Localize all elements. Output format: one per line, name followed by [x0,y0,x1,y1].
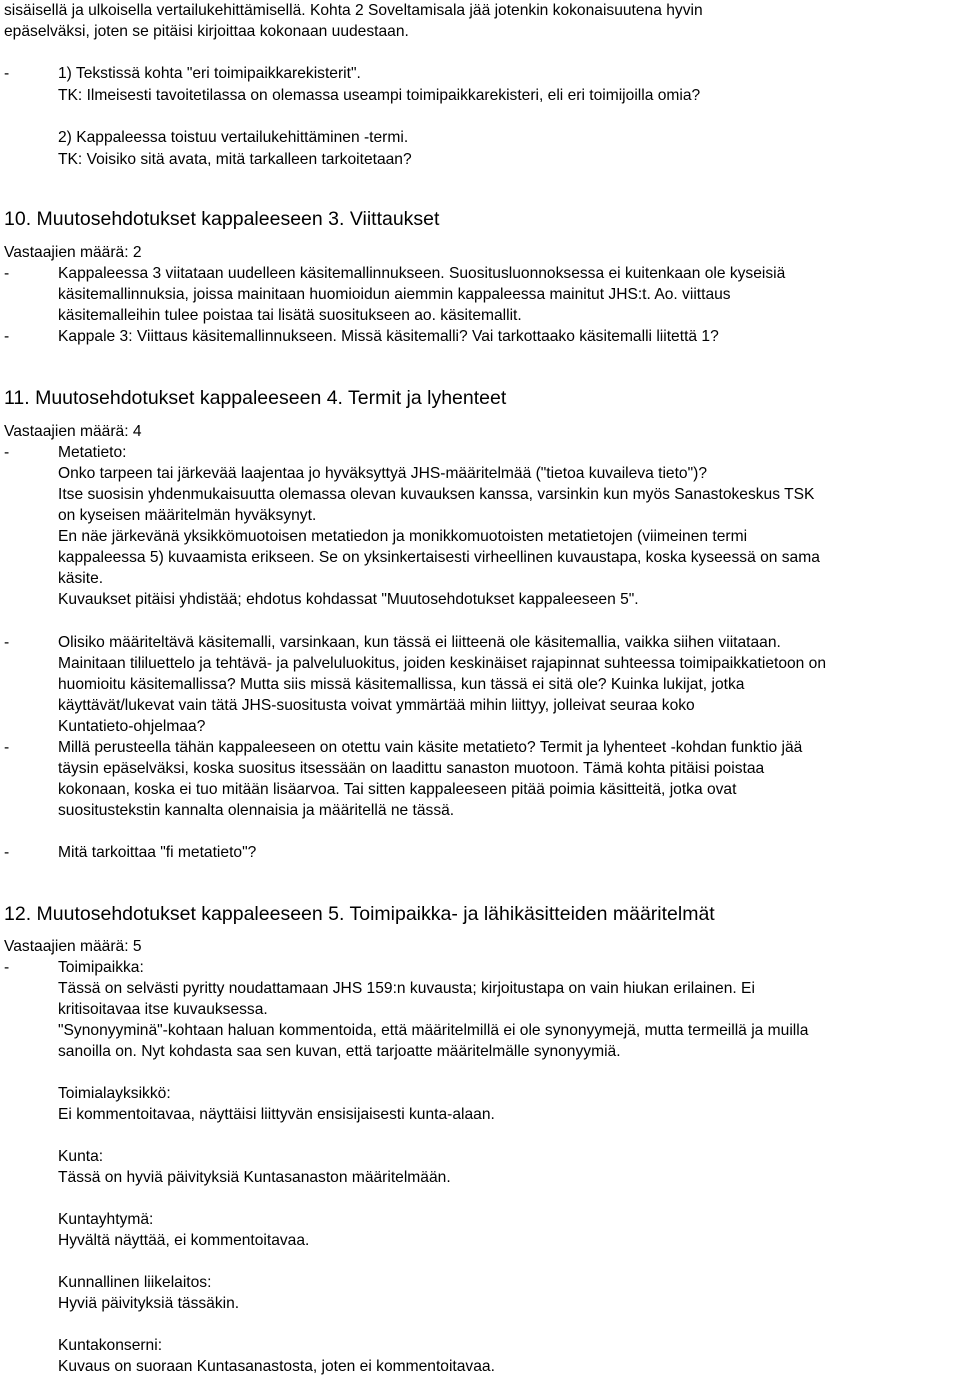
list-item-line: Kuvaukset pitäisi yhdistää; ehdotus kohdassat "Muutosehdotukset kappaleeseen 5". [58,591,639,608]
term-comment: Tässä on hyviä päivityksiä Kuntasanaston määritelmään. [58,1169,451,1186]
list-item-line: "Synonyyminä"-kohtaan haluan kommentoida, että määritelmillä ei ole synonyymejä, mutta termeillä ja muilla [58,1022,809,1039]
bullet-dash: - [4,844,10,861]
list-item-line: Kappaleessa 3 viitataan uudelleen käsitemallinnukseen. Suositusluonnoksessa ei kuitenkaan ole kyseisiä [58,265,786,282]
bullet-dash: - [4,634,10,651]
list-item-line: käsitemallinnuksia, joissa mainitaan huomioidun aiemmin kappaleessa mainitut JHS:t. Ao. viittaus [58,286,731,303]
list-item-line: TK: Voisiko sitä avata, mitä tarkalleen tarkoitetaan? [58,151,412,168]
list-item-line: sanoilla on. Nyt kohdasta saa sen kuvan, että tarjoatte määritelmälle synonyymiä. [58,1043,621,1060]
term-label: Kuntakonserni: [58,1337,163,1354]
bullet-dash: - [4,444,10,461]
list-item-line: täysin epäselväksi, koska suositus itsessään on laadittu sanaston muotoon. Tämä kohta pitäisi poistaa [58,760,765,777]
list-item-line: Mitä tarkoittaa "fi metatieto"? [58,844,257,861]
term-label: Toimipaikka: [58,959,144,976]
list-item-line: kritisoitavaa itse kuvauksessa. [58,1001,268,1018]
list-item-line: on kyseisen määritelmän hyväksynyt. [58,507,317,524]
bullet-dash: - [4,739,10,756]
list-item-line: En näe järkevänä yksikkömuotoisen metatiedon ja monikkomuotoisten metatietojen (viimeinen termi [58,528,748,545]
bullet-dash: - [4,328,10,345]
term-label: Kunnallinen liikelaitos: [58,1274,212,1291]
list-item-line: Mainitaan tililuettelo ja tehtävä- ja palveluluokitus, joiden keskinäiset rajapinnat suhteessa toimipaikkatietoon on [58,655,827,672]
list-item-line: 2) Kappaleessa toistuu vertailukehittäminen -termi. [58,129,409,146]
list-item-line: huomioitu käsitemallissa? Mutta siis missä käsitemallissa, kun tässä ei sitä ole? Kuinka lukijat, jotka [58,676,745,693]
paragraph-line: sisäisellä ja ulkoisella vertailukehittämisellä. Kohta 2 Soveltamisala jää jotenkin kokonaisuutena hyvin [4,2,703,19]
term-comment: Hyvältä näyttää, ei kommentoitavaa. [58,1232,310,1249]
bullet-dash: - [4,65,10,82]
list-item-line: käsitemalleihin tulee poistaa tai lisätä suositukseen ao. käsitemallit. [58,307,522,324]
list-item-line: Onko tarpeen tai järkevää laajentaa jo hyväksyttyä JHS-määritelmää ("tietoa kuvaileva tieto")? [58,465,707,482]
list-item-line: Olisiko määriteltävä käsitemalli, varsinkaan, kun tässä ei liitteenä ole käsitemallia, vaikka siihen viitataan. [58,634,781,651]
respondent-count: Vastaajien määrä: 5 [4,938,142,955]
list-item-line: kappaleessa 5) kuvaamista erikseen. Se on yksinkertaisesti virheellinen kuvaustapa, koska kyseessä on sama [58,549,820,566]
list-item-line: Itse suosisin yhdenmukaisuutta olemassa olevan kuvauksen kanssa, varsinkin kun myös Sanastokeskus TSK [58,486,815,503]
respondent-count: Vastaajien määrä: 4 [4,423,142,440]
list-item-line: Kuntatieto-ohjelmaa? [58,718,206,735]
section-heading: 11. Muutosehdotukset kappaleeseen 4. Termit ja lyhenteet [4,387,507,409]
paragraph-line: epäselväksi, joten se pitäisi kirjoittaa kokonaan uudestaan. [4,23,409,40]
term-comment: Ei kommentoitavaa, näyttäisi liittyvän ensisijaisesti kunta-alaan. [58,1106,495,1123]
bullet-dash: - [4,959,10,976]
respondent-count: Vastaajien määrä: 2 [4,244,142,261]
term-label: Kuntayhtymä: [58,1211,154,1228]
list-item-line: 1) Tekstissä kohta "eri toimipaikkarekisterit". [58,65,361,82]
section-heading: 10. Muutosehdotukset kappaleeseen 3. Viittaukset [4,208,440,230]
section-heading: 12. Muutosehdotukset kappaleeseen 5. Toimipaikka- ja lähikäsitteiden määritelmät [4,903,715,925]
list-item-line: kokonaan, koska ei tuo mitään lisäarvoa. Tai sitten kappaleeseen pitää poimia käsitteitä, jotka ovat [58,781,737,798]
list-item-line: TK: Ilmeisesti tavoitetilassa on olemassa useampi toimipaikkarekisteri, eli eri toimijoilla omia? [58,87,701,104]
term-comment: Kuvaus on suoraan Kuntasanastosta, joten ei kommentoitavaa. [58,1358,495,1375]
term-label: Toimialayksikkö: [58,1085,171,1102]
term-label: Kunta: [58,1148,104,1165]
list-item-line: Tässä on selvästi pyritty noudattamaan JHS 159:n kuvausta; kirjoitustapa on vain hiukan erilainen. Ei [58,980,755,997]
list-item-line: käsite. [58,570,104,587]
list-item-line: Metatieto: [58,444,127,461]
term-comment: Hyviä päivityksiä tässäkin. [58,1295,240,1312]
list-item-line: suositustekstin kannalta olennaisia ja määritellä ne tässä. [58,802,455,819]
list-item-line: käyttävät/lukevat vain tätä JHS-suositusta voivat ymmärtää mihin liittyy, jolleivat seuraa koko [58,697,695,714]
list-item-line: Millä perusteella tähän kappaleeseen on otettu vain käsite metatieto? Termit ja lyhenteet -kohdan funktio jää [58,739,803,756]
list-item-line: Kappale 3: Viittaus käsitemallinnukseen. Missä käsitemalli? Vai tarkottaako käsitemalli liitettä 1? [58,328,719,345]
bullet-dash: - [4,265,10,282]
